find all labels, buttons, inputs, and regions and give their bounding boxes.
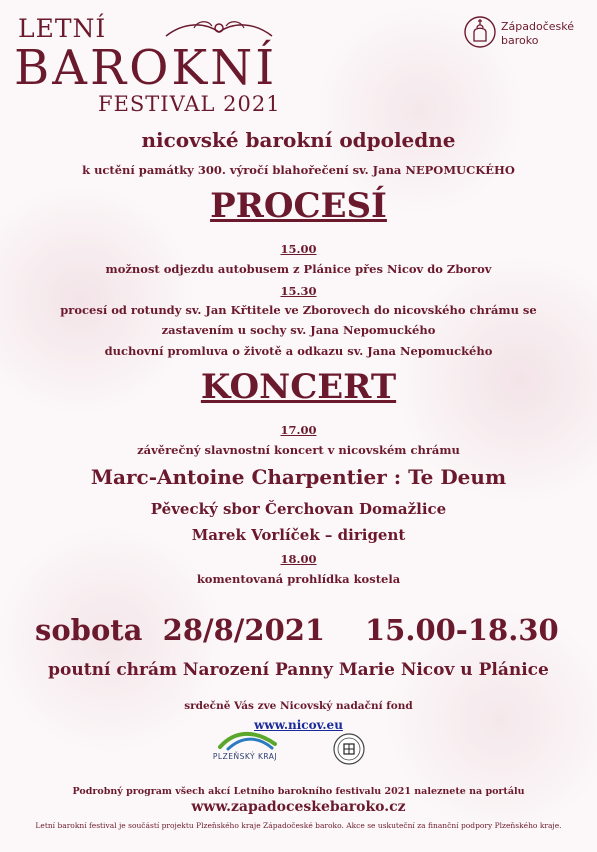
event-date: sobota 28/8/2021 [35,613,326,647]
zb-text [501,20,574,48]
procesi-heading: PROCESÍ [210,186,387,226]
event-time: 15.00-18.30 [365,613,559,647]
koncert-line1: závěrečný slavnostní koncert v nicovském chrámu [137,443,460,457]
logo-letni: LETNÍ [18,14,107,43]
ornament-icon [164,16,274,42]
procesi-time2: 15.30 [280,284,317,298]
nicov-link[interactable]: www.nicov.eu [254,718,343,732]
seal-icon [332,732,366,766]
event-subtitle: k uctění památky 300. výročí blahořečení sv. Jana NEPOMUCKÉHO [82,163,515,177]
event-title: nicovské barokní odpoledne [141,128,456,152]
koncert-heading: KONCERT [200,367,397,407]
footer-line1: Podrobný program všech akcí Letního barokního festivalu 2021 naleznete na portálu [72,786,525,797]
footer-line2: Letní barokní festival je součástí projektu Plzeňského kraje Západočeské baroko. Akce se uskuteční za finanční podpory Plzeňského kraje. [35,821,562,830]
procesi-line1: možnost odjezdu autobusem z Plánice přes Nicov do Zborov [105,262,492,276]
koncert-time2: 18.00 [280,552,317,566]
procesi-line2: procesí od rotundy sv. Jan Křtitele ve Zborovech do nicovského chrámu se [60,303,537,317]
zapadoceske-baroko-logo [463,14,583,54]
koncert-work: Marc-Antoine Charpentier : Te Deum [90,465,507,489]
zb-line1: Západočeské [501,20,575,33]
venue: poutní chrám Narození Panny Marie Nicov u Plánice [48,660,549,680]
plzensky-kraj-logo [200,722,290,772]
procesi-time1: 15.00 [280,242,317,256]
plzensky-kraj-icon [200,722,290,752]
koncert-line2: komentovaná prohlídka kostela [196,572,401,586]
koncert-choir: Pěvecký sbor Čerchovan Domažlice [150,500,447,518]
footer-url[interactable]: www.zapadoceskebaroko.cz [191,799,406,815]
invite: srdečně Vás zve Nicovský nadační fond [184,700,413,712]
church-dome-icon [463,14,497,50]
zb-line2: baroko [501,34,539,47]
koncert-conductor: Marek Vorlíček – dirigent [191,526,406,544]
koncert-time1: 17.00 [280,423,317,437]
logo-festival: FESTIVAL 2021 [98,92,281,116]
plzensky-kraj-label: PLZEŇSKÝ KRAJ [212,752,278,761]
procesi-line4: duchovní promluva o životě a odkazu sv. Jana Nepomuckého [104,344,493,358]
festival-logo [14,12,284,122]
procesi-line3: zastavením u sochy sv. Jana Nepomuckého [161,323,436,337]
logo-barokni: BAROKNÍ [14,40,278,96]
